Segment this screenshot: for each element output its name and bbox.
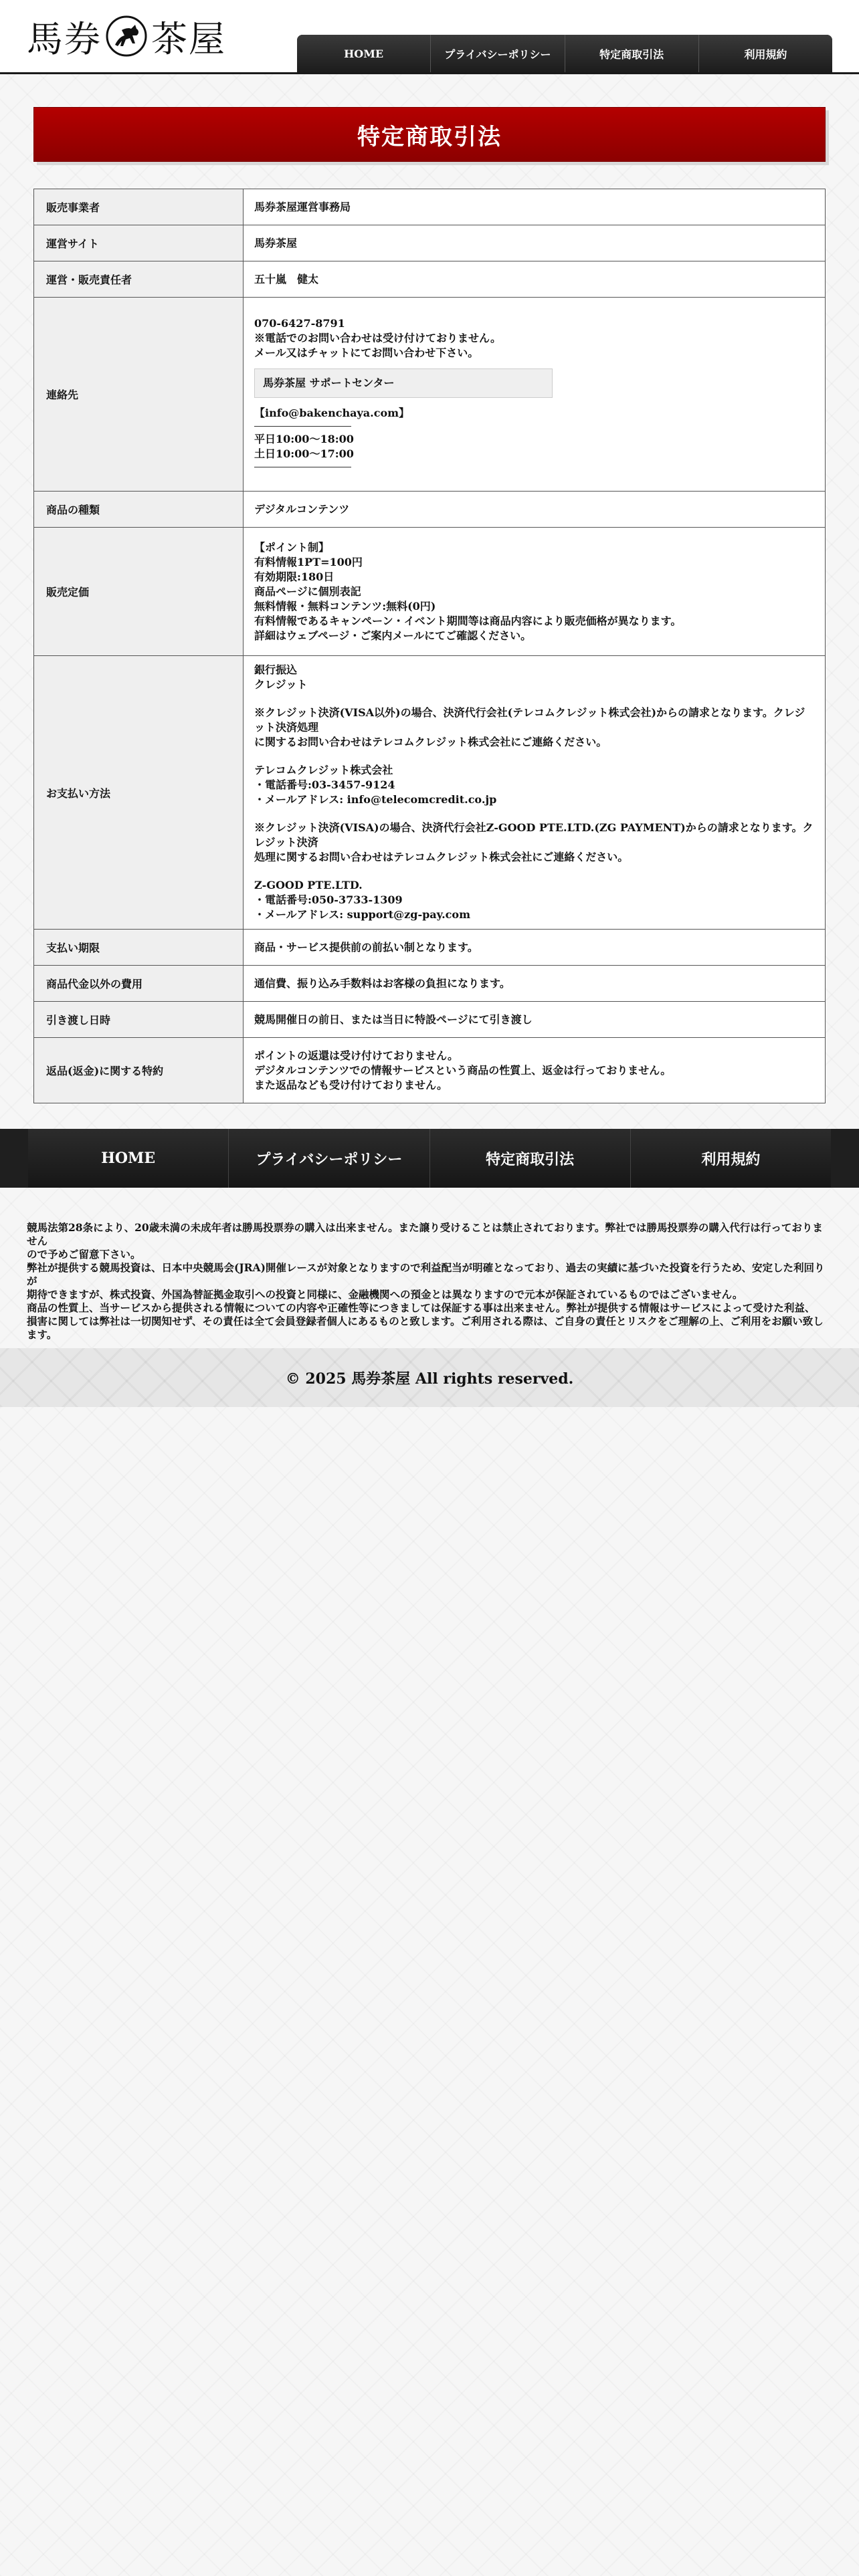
table-row-delivery bbox=[34, 1002, 826, 1038]
logo-text-right: 茶屋 bbox=[151, 17, 226, 60]
row-label: 販売事業者 bbox=[34, 189, 244, 225]
table-row-refund bbox=[34, 1038, 826, 1103]
payment-note: ※クレジット決済(VISA)の場合、決済代行会社Z-GOOD PTE.LTD.(ZG PAYMENT)からの請求となります。クレジット決済 bbox=[254, 821, 814, 849]
price-line: 【ポイント制】 bbox=[254, 540, 330, 554]
price-line: 詳細はウェブページ・ご案内メールにてご確認ください。 bbox=[254, 629, 532, 642]
payment-method: クレジット bbox=[254, 678, 308, 691]
row-label: 支払い期限 bbox=[34, 930, 244, 966]
site-logo[interactable] bbox=[27, 12, 226, 60]
commercial-info-table bbox=[33, 189, 826, 1103]
hours-weekday: 平日10:00～18:00 bbox=[254, 432, 354, 445]
payment-method: 銀行振込 bbox=[254, 663, 298, 676]
table-row-manager bbox=[34, 261, 826, 298]
disclaimer-line: ので予めご留意下さい。 bbox=[27, 1248, 141, 1261]
row-label: 返品(返金)に関する特約 bbox=[34, 1038, 244, 1103]
horse-emblem-icon bbox=[106, 15, 147, 57]
row-value bbox=[244, 298, 826, 492]
row-value bbox=[244, 528, 826, 656]
row-value: 馬券茶屋 bbox=[244, 225, 826, 261]
copyright-text: © 2025 馬券茶屋 All rights reserved. bbox=[285, 1370, 574, 1388]
contact-note: メール又はチャットにてお問い合わせ下さい。 bbox=[254, 346, 479, 359]
row-value: 五十嵐 健太 bbox=[244, 261, 826, 298]
footer-nav-privacy-policy[interactable]: プライバシーポリシー bbox=[228, 1129, 429, 1188]
footer-nav-inner bbox=[28, 1129, 831, 1188]
table-row-payment bbox=[34, 656, 826, 930]
footer-nav-commercial-law[interactable]: 特定商取引法 bbox=[430, 1129, 630, 1188]
row-label: 商品代金以外の費用 bbox=[34, 966, 244, 1002]
row-label: 商品の種類 bbox=[34, 492, 244, 528]
main-content bbox=[33, 107, 826, 1103]
refund-line: デジタルコンテンツでの情報サービスという商品の性質上、返金は行っておりません。 bbox=[254, 1063, 672, 1077]
table-row-contact bbox=[34, 298, 826, 492]
payment-company: Z-GOOD PTE.LTD. bbox=[254, 879, 363, 891]
disclaimer-line: 商品の性質上、当サービスから提供される情報についての内容や正確性等につきましては保証する事は出来ません。弊社が提供する情報はサービスによって受けた利益、 bbox=[27, 1301, 816, 1314]
support-center-box: 馬券茶屋 サポートセンター bbox=[254, 368, 553, 398]
disclaimer-line: 期待できますが、株式投資、外国為替証拠金取引への投資と同様に、金融機関への預金とは異なりますので元本が保証されているものではございません。 bbox=[27, 1288, 743, 1301]
payment-email: ・メールアドレス: support@zg-pay.com bbox=[254, 908, 471, 921]
table-row-deadline bbox=[34, 930, 826, 966]
divider bbox=[254, 426, 351, 427]
contact-phone: 070-6427-8791 bbox=[254, 316, 345, 330]
disclaimer bbox=[27, 1221, 832, 1341]
row-value bbox=[244, 1038, 826, 1103]
table-row-product bbox=[34, 492, 826, 528]
row-label: 連絡先 bbox=[34, 298, 244, 492]
row-value: デジタルコンテンツ bbox=[244, 492, 826, 528]
hours-weekend: 土日10:00～17:00 bbox=[254, 447, 354, 460]
row-label: 引き渡し日時 bbox=[34, 1002, 244, 1038]
row-value bbox=[244, 656, 826, 930]
price-line: 商品ページに個別表記 bbox=[254, 584, 361, 598]
table-row-other-costs bbox=[34, 966, 826, 1002]
row-value: 通信費、振り込み手数料はお客様の負担になります。 bbox=[244, 966, 826, 1002]
payment-note: に関するお問い合わせはテレコムクレジット株式会社にご連絡ください。 bbox=[254, 736, 607, 748]
logo-text-left: 馬券 bbox=[27, 17, 102, 60]
contact-note: ※電話でのお問い合わせは受け付けておりません。 bbox=[254, 331, 501, 344]
top-nav bbox=[297, 35, 832, 72]
refund-line: また返品なども受け付けておりません。 bbox=[254, 1078, 448, 1091]
payment-note: 処理に関するお問い合わせはテレコムクレジット株式会社にご連絡ください。 bbox=[254, 851, 629, 863]
price-line: 無料情報・無料コンテンツ:無料(0円) bbox=[254, 599, 436, 613]
row-value: 競馬開催日の前日、または当日に特設ページにて引き渡し bbox=[244, 1002, 826, 1038]
top-nav-terms[interactable]: 利用規約 bbox=[698, 35, 832, 72]
row-label: 販売定価 bbox=[34, 528, 244, 656]
copyright-bar bbox=[0, 1348, 859, 1407]
footer-nav bbox=[0, 1129, 859, 1188]
payment-note: ※クレジット決済(VISA以外)の場合、決済代行会社(テレコムクレジット株式会社)からの請求となります。クレジット決済処理 bbox=[254, 706, 805, 734]
top-nav-privacy-policy[interactable]: プライバシーポリシー bbox=[430, 35, 564, 72]
table-row-site bbox=[34, 225, 826, 261]
footer-nav-terms[interactable]: 利用規約 bbox=[630, 1129, 831, 1188]
footer-nav-home[interactable]: HOME bbox=[28, 1129, 228, 1188]
disclaimer-line: 競馬法第28条により、20歳未満の未成年者は勝馬投票券の購入は出来ません。また譲り受けることは禁止されております。弊社では勝馬投票券の購入代行は行っておりません bbox=[27, 1221, 823, 1247]
row-label: お支払い方法 bbox=[34, 656, 244, 930]
page-title: 特定商取引法 bbox=[33, 107, 826, 162]
price-line: 有料情報であるキャンペーン・イベント期間等は商品内容により販売価格が異なります。 bbox=[254, 614, 682, 627]
payment-email: ・メールアドレス: info@telecomcredit.co.jp bbox=[254, 793, 497, 806]
payment-phone: ・電話番号:050-3733-1309 bbox=[254, 893, 403, 906]
table-row-seller bbox=[34, 189, 826, 225]
price-line: 有料情報1PT=100円 bbox=[254, 555, 363, 568]
row-label: 運営・販売責任者 bbox=[34, 261, 244, 298]
refund-line: ポイントの返還は受け付けておりません。 bbox=[254, 1049, 458, 1062]
row-label: 運営サイト bbox=[34, 225, 244, 261]
disclaimer-line: 損害に関しては弊社は一切関知せず、その責任は全て会員登録者個人にあるものと致します。ご利用される際は、ご自身の責任とリスクをご理解の上、ご利用をお願い致します。 bbox=[27, 1315, 824, 1341]
site-header bbox=[0, 0, 859, 74]
payment-company: テレコムクレジット株式会社 bbox=[254, 764, 393, 776]
disclaimer-line: 弊社が提供する競馬投資は、日本中央競馬会(JRA)開催レースが対象となりますので利益配当が明確となっており、過去の実績に基づいた投資を行うため、安定した利回りが bbox=[27, 1261, 825, 1287]
row-value: 商品・サービス提供前の前払い制となります。 bbox=[244, 930, 826, 966]
table-row-price bbox=[34, 528, 826, 656]
top-nav-commercial-law[interactable]: 特定商取引法 bbox=[565, 35, 698, 72]
payment-phone: ・電話番号:03-3457-9124 bbox=[254, 778, 395, 791]
top-nav-home[interactable]: HOME bbox=[297, 35, 430, 72]
row-value: 馬券茶屋運営事務局 bbox=[244, 189, 826, 225]
price-line: 有効期限:180日 bbox=[254, 570, 335, 583]
contact-email-link[interactable]: 【info@bakenchaya.com】 bbox=[254, 406, 410, 419]
